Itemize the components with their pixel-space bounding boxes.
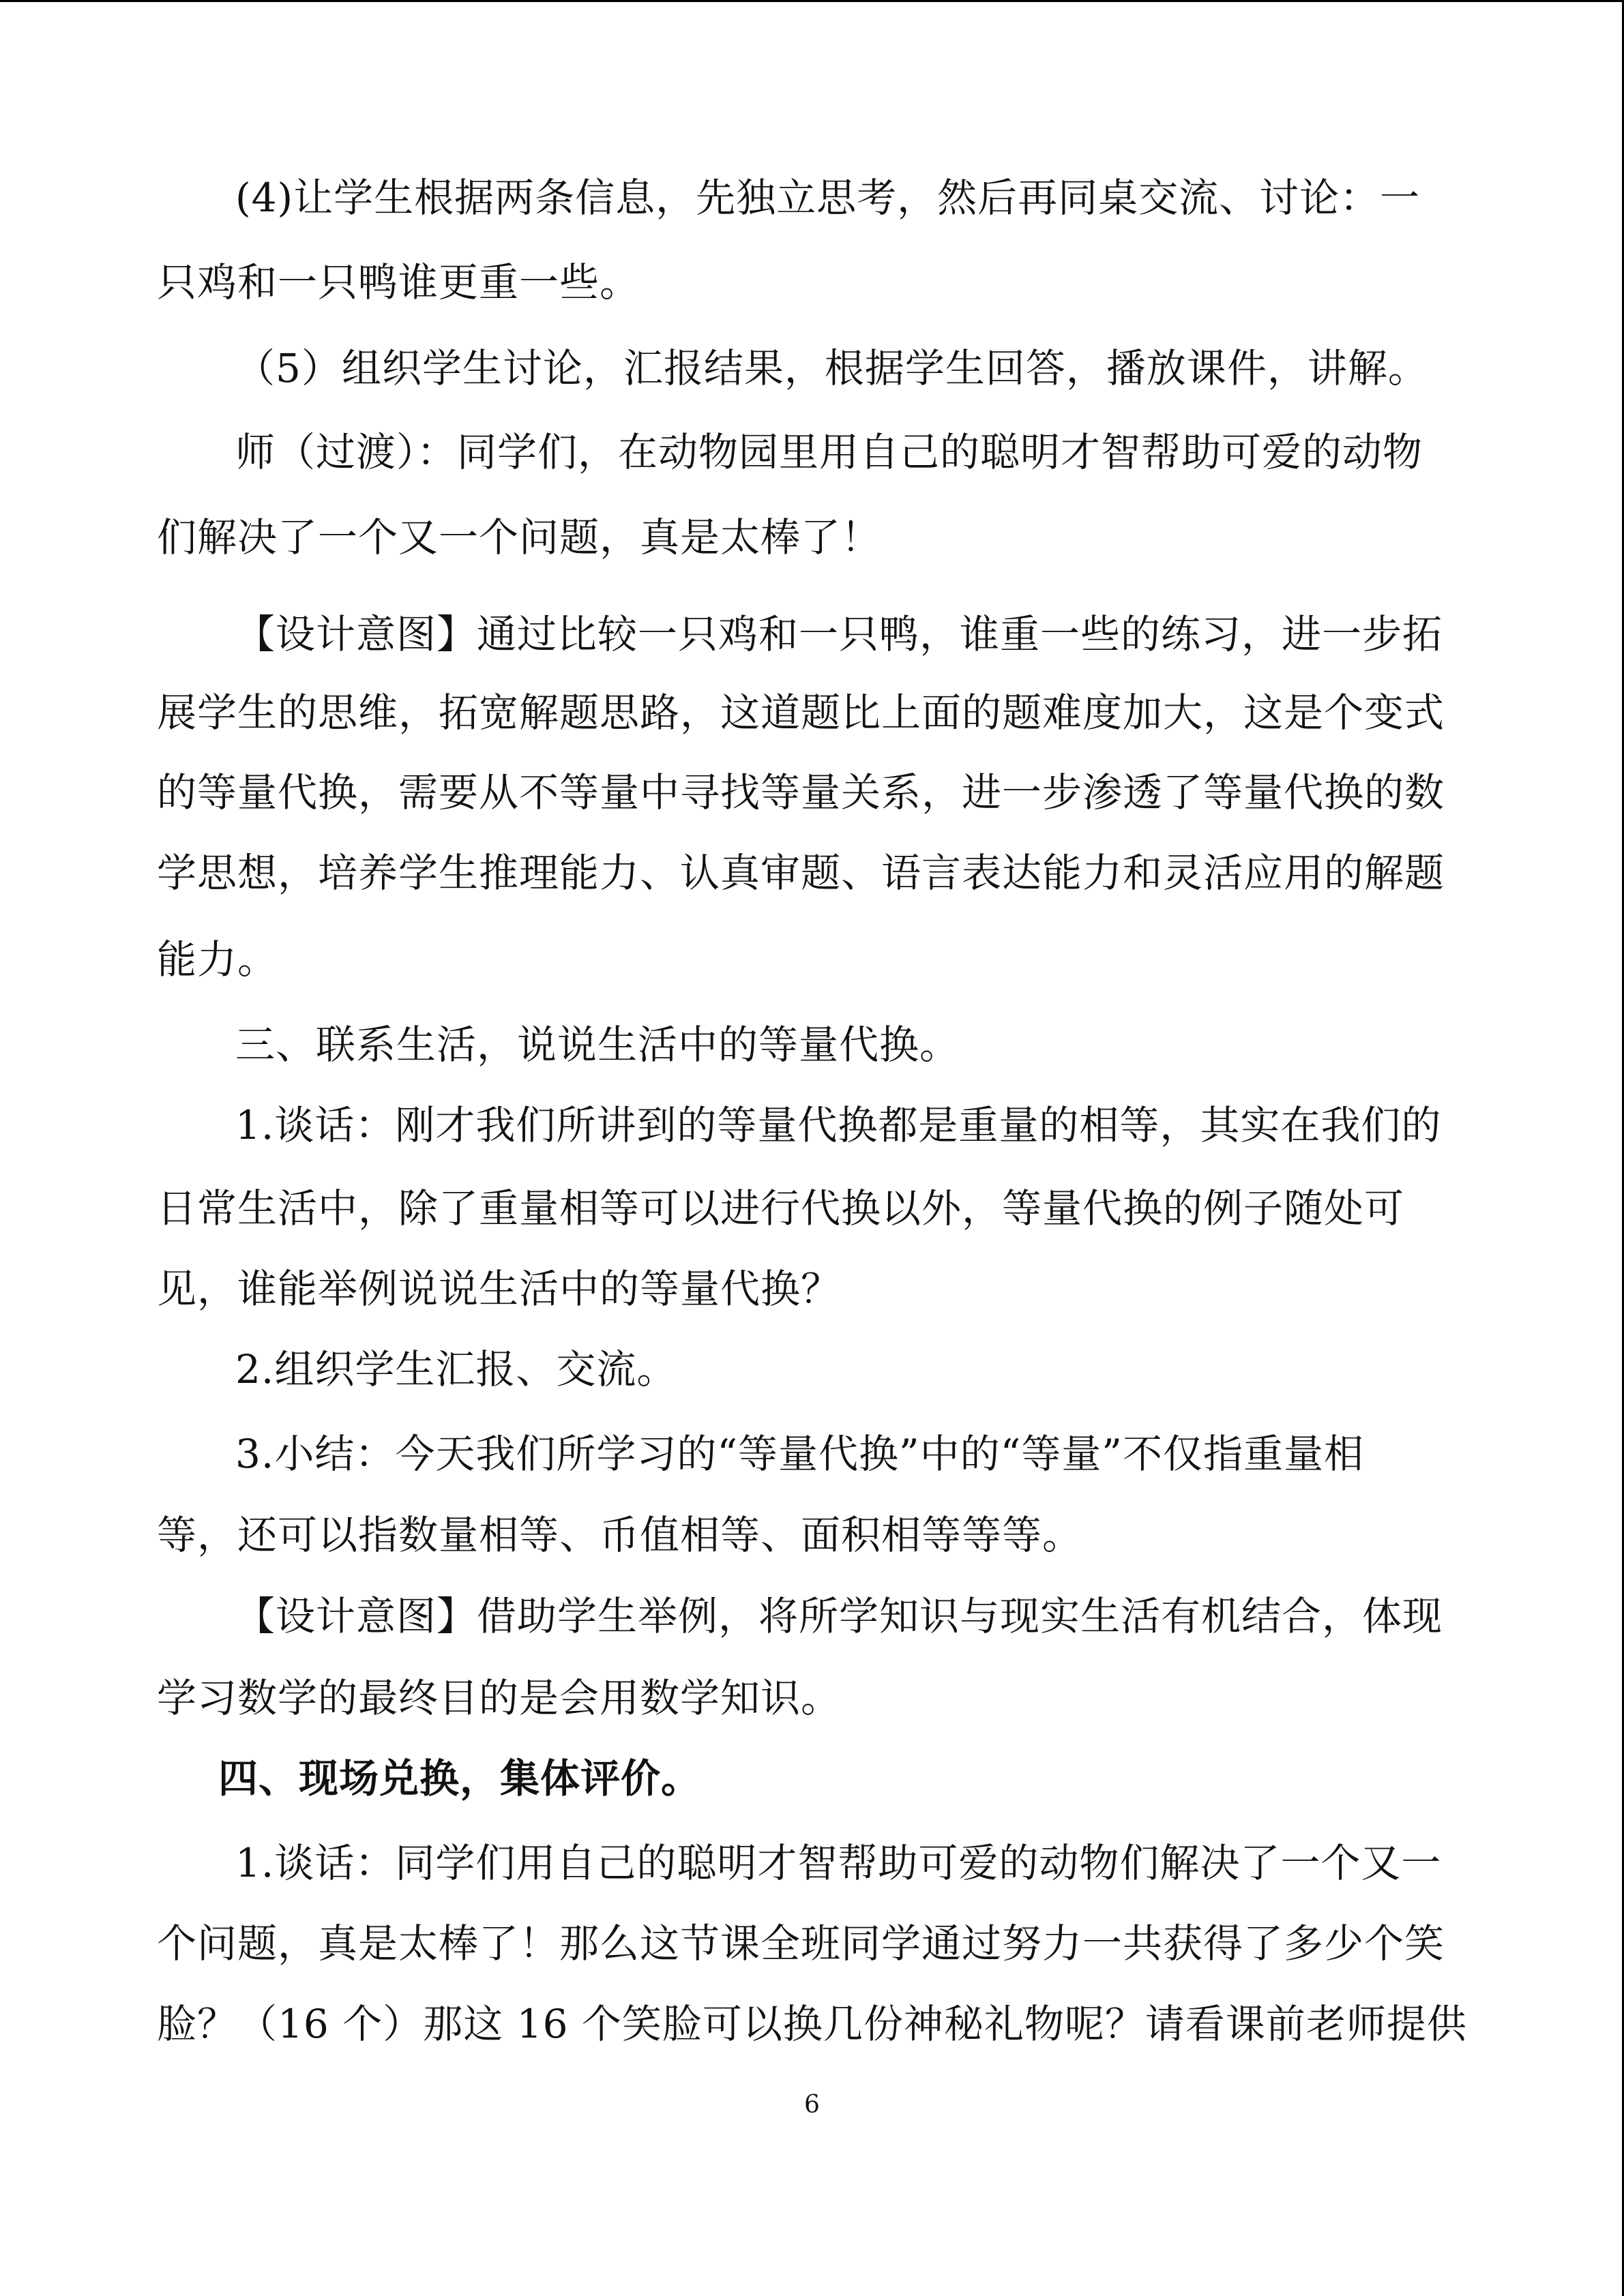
paragraph-line: 日常生活中，除了重量相等可以进行代换以外，等量代换的例子随处可 [157, 1185, 1405, 1232]
paragraph-line: 1.谈话：刚才我们所讲到的等量代换都是重量的相等，其实在我们的 [235, 1102, 1442, 1148]
page-border-top [0, 0, 1624, 2]
paragraph-line: 师（过渡）：同学们，在动物园里用自己的聪明才智帮助可爱的动物 [235, 429, 1423, 475]
paragraph-line: 3.小结：今天我们所学习的“等量代换”中的“等量”不仅指重量相 [235, 1431, 1364, 1477]
paragraph-line: 展学生的思维，拓宽解题思路，这道题比上面的题难度加大，这是个变式 [157, 689, 1445, 736]
paragraph-line: 们解决了一个又一个问题，真是太棒了！ [157, 514, 882, 561]
paragraph-line: 只鸡和一只鸭谁更重一些。 [157, 259, 640, 305]
paragraph-line: (4)让学生根据两条信息，先独立思考，然后再同桌交流、讨论：一 [235, 175, 1421, 221]
paragraph-line: （5）组织学生讨论，汇报结果，根据学生回答，播放课件，讲解。 [235, 345, 1428, 391]
page-number: 6 [804, 2091, 820, 2119]
paragraph-line: 见，谁能举例说说生活中的等量代换？ [157, 1266, 842, 1312]
section-heading-bold: 四、现场兑换，集体评价。 [218, 1755, 702, 1802]
paragraph-line: 等，还可以指数量相等、币值相等、面积相等等等。 [157, 1512, 1083, 1558]
paragraph-line: 个问题，真是太棒了！那么这节课全班同学通过努力一共获得了多少个笑 [157, 1920, 1445, 1967]
paragraph-line: 脸？（16 个）那这 16 个笑脸可以换几份神秘礼物呢？请看课前老师提供 [157, 2001, 1467, 2047]
paragraph-line: 2.组织学生汇报、交流。 [235, 1346, 677, 1392]
paragraph-line: 能力。 [157, 936, 278, 983]
section-heading: 三、联系生活，说说生活中的等量代换。 [235, 1022, 960, 1068]
paragraph-line: 【设计意图】借助学生举例，将所学知识与现实生活有机结合，体现 [235, 1593, 1443, 1639]
paragraph-line: 学思想，培养学生推理能力、认真审题、语言表达能力和灵活应用的解题 [157, 850, 1445, 896]
paragraph-line: 【设计意图】通过比较一只鸡和一只鸭，谁重一些的练习，进一步拓 [235, 611, 1443, 657]
paragraph-line: 学习数学的最终目的是会用数学知识。 [157, 1675, 842, 1721]
paragraph-line: 的等量代换，需要从不等量中寻找等量关系，进一步渗透了等量代换的数 [157, 769, 1445, 816]
paragraph-line: 1.谈话：同学们用自己的聪明才智帮助可爱的动物们解决了一个又一 [235, 1840, 1442, 1886]
